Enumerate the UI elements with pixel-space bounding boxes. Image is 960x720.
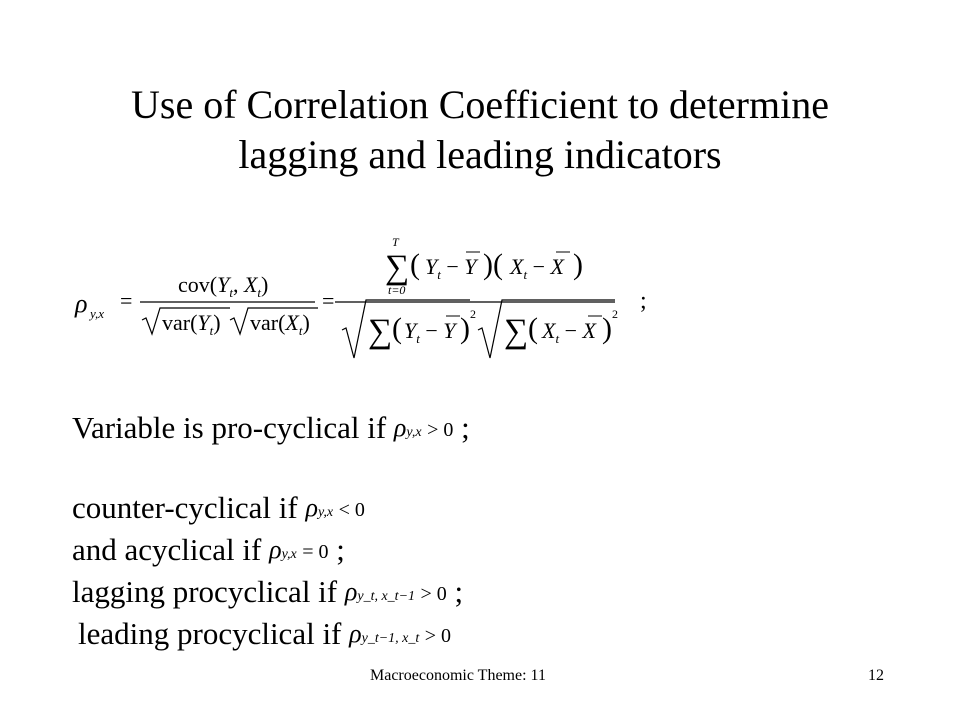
title-line-1: Use of Correlation Coefficient to determine [131, 82, 829, 127]
paren-open-1: ( [410, 248, 420, 281]
den-paren-open-1: ( [392, 312, 402, 345]
pro-cyclical-separator: ; [461, 410, 470, 445]
den-exp-1: 2 [470, 307, 476, 321]
counter-cyclical-label: counter-cyclical if [72, 490, 298, 525]
denominator-sum-2: ∑ [504, 313, 529, 350]
formula-svg [70, 230, 690, 370]
num-term-x: $X_t - X$ [510, 254, 564, 282]
formula-lhs-sub: y,x [90, 306, 105, 321]
paren-close-1: )( [483, 248, 503, 281]
correlation-formula [70, 230, 690, 370]
sum-lower: t=0 [388, 283, 406, 297]
slide-title [0, 80, 960, 180]
formula-equals-2: = [322, 288, 335, 313]
formula-var-y: $var(Y_t)$ [162, 310, 221, 338]
den-exp-2: 2 [612, 307, 618, 321]
formula-separator: ; [640, 288, 647, 314]
sum-upper: T [392, 235, 399, 249]
den-term-x: $X_t - X$ [542, 318, 596, 346]
page-number: 12 [868, 667, 884, 684]
lagging-separator: ; [454, 574, 464, 609]
den-paren-open-2: ( [528, 312, 538, 345]
acyclical-condition: ρy,x = 0 [269, 535, 329, 564]
leading-line [78, 614, 451, 659]
formula-lhs-rho: ρ [75, 289, 88, 318]
denominator-sum-1: ∑ [368, 313, 393, 350]
num-term-y: $Y_t - Y$ [425, 254, 477, 282]
sum-symbol: ∑ [385, 249, 410, 286]
den-paren-close-1: ) [460, 312, 470, 345]
title-line-2: lagging and leading indicators [238, 132, 722, 177]
formula-var-x: $var(X_t)$ [250, 310, 310, 338]
pro-cyclical-condition: ρy,x > 0 [393, 413, 454, 442]
acyclical-label: and acyclical if [72, 532, 262, 567]
den-term-y: $Y_t - Y$ [404, 318, 456, 346]
formula-cov-numerator: $cov(Y_t$, $X_t$) [178, 272, 269, 300]
counter-cyclical-condition: ρy,x < 0 [305, 493, 365, 522]
den-paren-close-2: ) [602, 312, 612, 345]
acyclical-line [72, 530, 345, 575]
acyclical-separator: ; [336, 532, 345, 567]
counter-cyclical-line [72, 488, 365, 533]
lagging-label: lagging procyclical if [72, 574, 338, 609]
paren-close-2: ) [573, 248, 583, 281]
formula-equals-1: = [120, 288, 133, 313]
lagging-line [72, 572, 463, 617]
pro-cyclical-label: Variable is pro-cyclical if [72, 410, 387, 445]
lagging-condition: ρy_t, x_t−1 > 0 [344, 577, 447, 606]
pro-cyclical-line [72, 408, 470, 453]
leading-condition: ρy_t−1, x_t > 0 [349, 619, 452, 648]
leading-label: leading procyclical if [78, 616, 342, 651]
footer-title: Macroeconomic Theme: 11 [370, 667, 546, 684]
